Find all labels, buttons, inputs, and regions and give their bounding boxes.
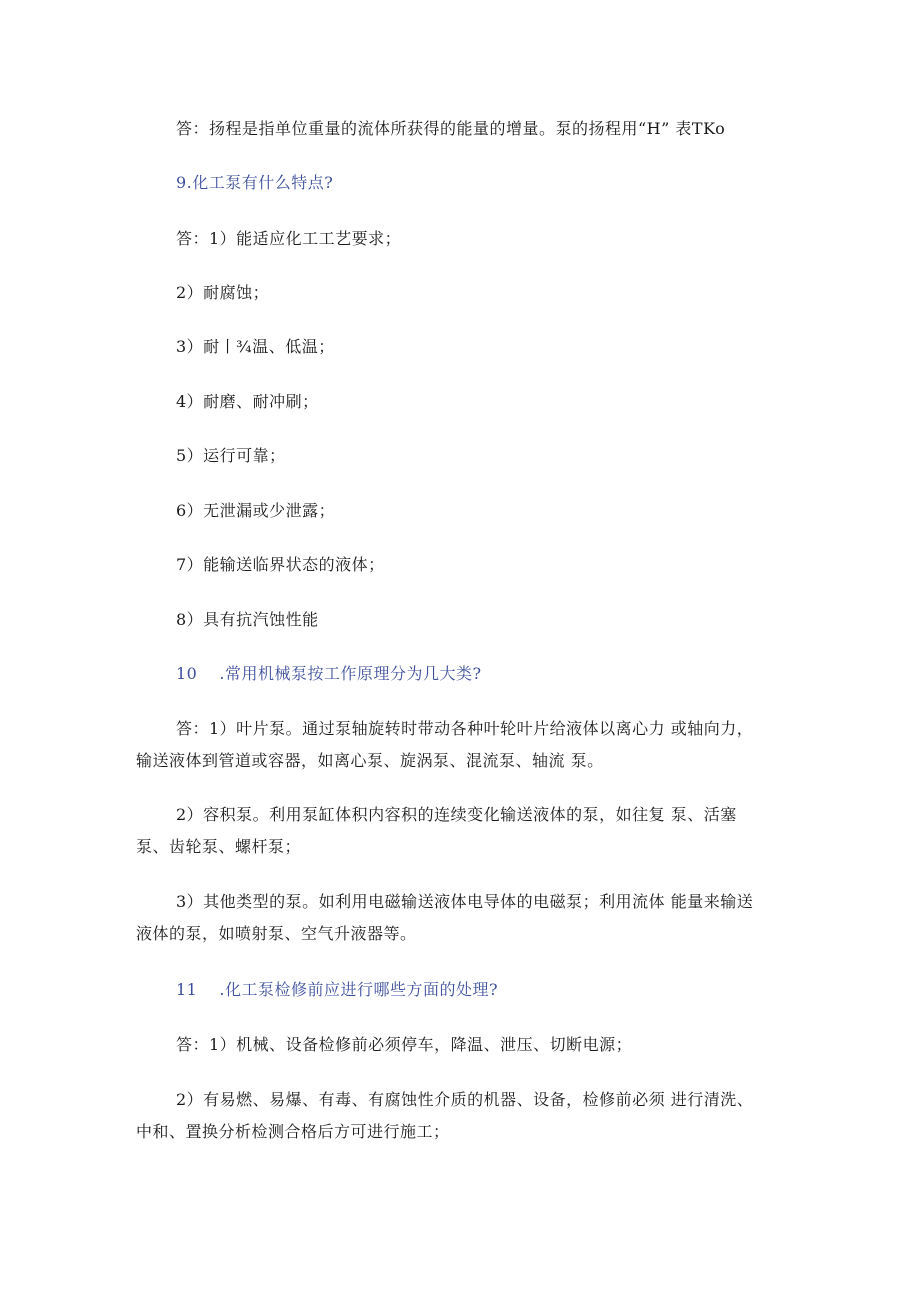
answer-11-item-1: 答：1）机械、设备检修前必须停车，降温、泄压、切断电源；: [176, 1035, 633, 1054]
answer-9-item-8: 8）具有抗汽蚀性能: [176, 610, 319, 629]
answer-9-item-4: 4）耐磨、耐冲刷；: [176, 392, 319, 411]
answer-9-item-1: 答：1）能适应化工工艺要求；: [176, 229, 402, 248]
answer-10-item-2-line-2: 泵、齿轮泵、螺杆泵；: [136, 837, 302, 856]
answer-10-item-1-line-2: 输送液体到管道或容器，如离心泵、旋涡泵、混流泵、轴流 泵。: [136, 751, 604, 770]
question-11: [176, 979, 498, 1001]
question-10: [176, 663, 482, 685]
answer-11-item-2-line-2: 中和、置换分析检测合格后方可进行施工；: [136, 1122, 450, 1141]
answer-10-item-2-line-1: 2）容积泵。利用泵缸体积内容积的连续变化输送液体的泵，如往复 泵、活塞: [176, 805, 737, 824]
answer-9-item-5: 5）运行可靠；: [176, 446, 286, 465]
answer-11-item-2-line-1: 2）有易燃、易爆、有毒、有腐蚀性介质的机器、设备，检修前必须 进行清洗、: [176, 1090, 754, 1109]
answer-10-item-3-line-2: 液体的泵，如喷射泵、空气升液器等。: [136, 924, 417, 943]
answer-9-item-6: 6）无泄漏或少泄露；: [176, 501, 336, 520]
answer-9-item-2: 2）耐腐蚀；: [176, 283, 270, 302]
answer-9-item-7: 7）能输送临界状态的液体；: [176, 555, 385, 574]
answer-10-item-3-line-1: 3）其他类型的泵。如利用电磁输送液体电导体的电磁泵；利用流体 能量来输送: [176, 892, 754, 911]
question-9: 9.化工泵有什么特点?: [176, 173, 334, 192]
question-10-number: 10: [176, 664, 198, 683]
question-10-text: .常用机械泵按工作原理分为几大类?: [219, 664, 482, 683]
answer-8: 答：扬程是指单位重量的流体所获得的能量的增量。泵的扬程用“H” 表TKo: [176, 119, 726, 138]
question-11-number: 11: [176, 980, 198, 999]
answer-9-item-3: 3）耐丨¾温、低温；: [176, 337, 335, 356]
answer-10-item-1-line-1: 答：1）叶片泵。通过泵轴旋转时带动各种叶轮叶片给液体以离心力 或轴向力，: [176, 719, 754, 738]
question-11-text: .化工泵检修前应进行哪些方面的处理?: [219, 980, 499, 999]
